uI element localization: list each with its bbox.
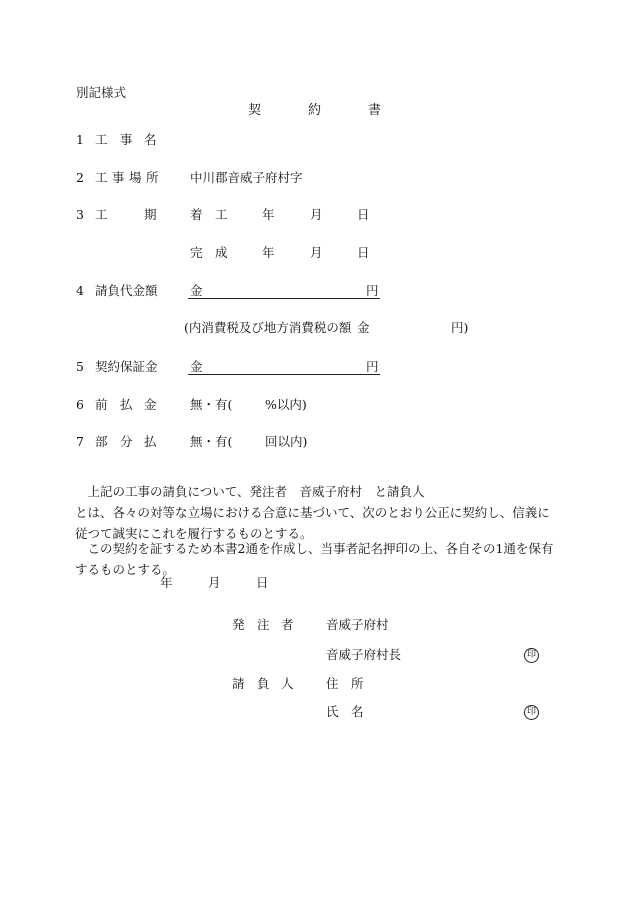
contractor-label-char: 請	[232, 676, 245, 691]
item-7-label-char: 分	[120, 434, 133, 449]
item-5-number: 5	[76, 359, 84, 374]
item-2-label-char: 事	[112, 170, 125, 185]
orderer-name: 音威子府村	[326, 617, 389, 632]
contractor-label-char: 人	[281, 676, 294, 691]
contractor-label-char: 負	[257, 676, 270, 691]
end-day: 日	[357, 245, 370, 260]
item-2-value: 中川郡音威子府村字	[190, 170, 303, 185]
body-paragraph-2: この契約を証するため本書2通を作成し、当事者記名押印の上、各自その1通を保有するものとする。	[75, 541, 554, 577]
title-char-1: 契	[248, 103, 262, 118]
orderer-label-char: 者	[281, 617, 294, 632]
start-year: 年	[262, 207, 275, 222]
item-7-label-char: 部	[95, 434, 108, 449]
tax-note-text: (内消費税及び地方消費税の額	[184, 320, 352, 335]
contract-amount-line[interactable]	[188, 298, 380, 299]
start-month: 月	[310, 207, 323, 222]
contractor-seal-mark: 印	[524, 705, 539, 720]
item-4-number: 4	[76, 283, 84, 298]
title-char-3: 書	[368, 103, 382, 118]
date-day: 日	[256, 575, 269, 590]
tax-note-prefix: 金	[357, 320, 370, 335]
item-4-label: 請負代金額	[95, 283, 158, 298]
end-label: 完 成	[190, 245, 228, 260]
start-label: 着 工	[190, 207, 228, 222]
item-5-suffix: 円	[366, 359, 379, 374]
orderer-label-char: 発	[232, 617, 245, 632]
item-3-label-char: 期	[144, 207, 157, 222]
item-1-number: 1	[76, 132, 84, 147]
item-7-tail: 回以内)	[265, 434, 308, 449]
guarantee-amount-line[interactable]	[188, 374, 380, 375]
body-paragraph-1: 上記の工事の請負について、発注者 音威子府村 と請負人 とは、各々の対等な立場における合意に基づいて、次のとおり公正に契約し、信義に従つて誠実にこれを履行するものとする。	[75, 484, 575, 541]
item-6-label-char: 前	[95, 397, 108, 412]
item-6-label-char: 金	[144, 397, 157, 412]
item-6-tail: %以内)	[265, 397, 307, 412]
item-2-number: 2	[76, 170, 84, 185]
item-4-prefix: 金	[190, 283, 203, 298]
item-6-number: 6	[76, 397, 84, 412]
date-year: 年	[160, 575, 173, 590]
end-year: 年	[262, 245, 275, 260]
item-6-option: 無・有(	[190, 397, 233, 412]
item-6-label-char: 払	[120, 397, 133, 412]
orderer-label-char: 注	[257, 617, 270, 632]
tax-note-suffix: 円)	[451, 320, 469, 335]
item-5-label: 契約保証金	[95, 359, 158, 374]
contractor-address-label: 住 所	[326, 676, 364, 691]
date-month: 月	[208, 575, 221, 590]
item-1-label-char: 工	[95, 132, 108, 147]
item-2-label-char: 所	[146, 170, 159, 185]
form-label: 別記様式	[76, 85, 127, 100]
item-7-label-char: 払	[144, 434, 157, 449]
item-4-suffix: 円	[366, 283, 379, 298]
start-day: 日	[357, 207, 370, 222]
item-7-number: 7	[76, 434, 84, 449]
item-1-label-char: 事	[120, 132, 133, 147]
orderer-title: 音威子府村長	[326, 647, 402, 662]
item-7-option: 無・有(	[190, 434, 233, 449]
item-3-number: 3	[76, 207, 84, 222]
orderer-seal-mark: 印	[524, 648, 539, 663]
title-char-2: 約	[308, 103, 322, 118]
contractor-name-label: 氏 名	[326, 704, 364, 719]
item-2-label-char: 工	[95, 170, 108, 185]
item-2-label-char: 場	[129, 170, 142, 185]
item-1-label-char: 名	[144, 132, 157, 147]
end-month: 月	[310, 245, 323, 260]
item-3-label-char: 工	[95, 207, 108, 222]
item-5-prefix: 金	[190, 359, 203, 374]
